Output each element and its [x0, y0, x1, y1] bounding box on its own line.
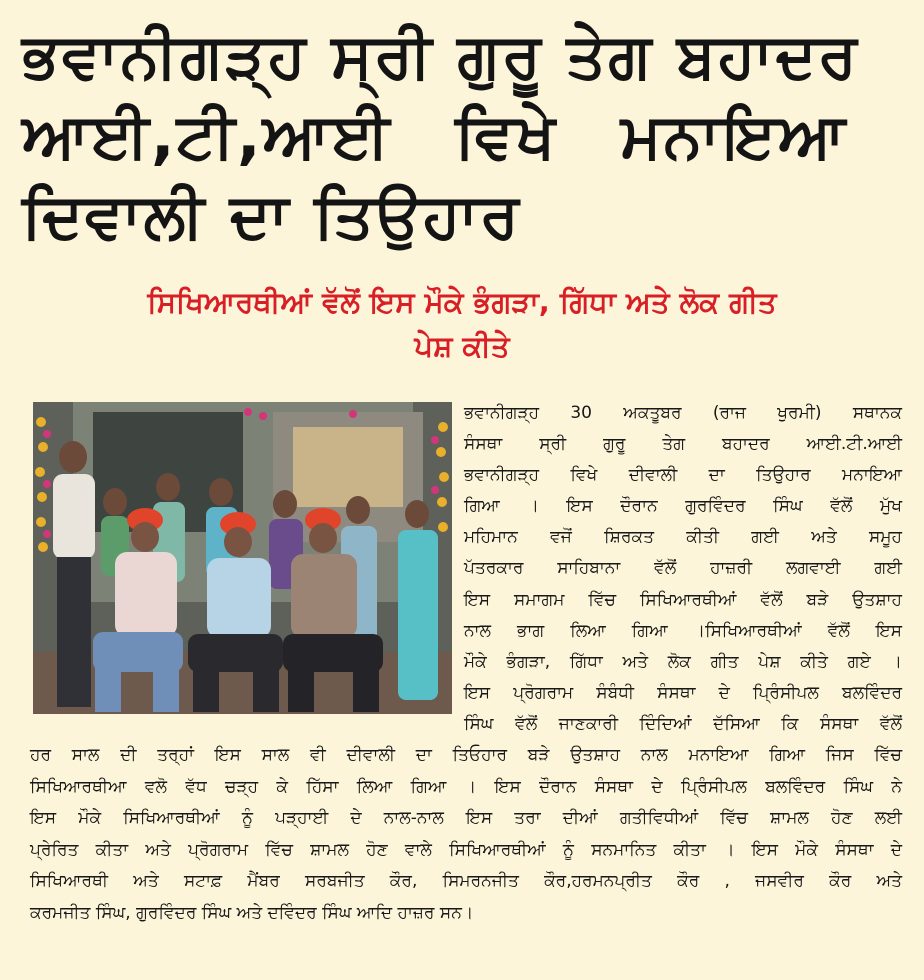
body-line: ਮੌਕੇ ਭੰਗੜਾ, ਗਿੱਧਾ ਅਤੇ ਲੋਕ ਗੀਤ ਪੇਸ਼ ਕੀਤੇ ਗਏ । — [464, 651, 902, 672]
body-line: ਇਸ ਸਮਾਗਮ ਵਿੱਚ ਸਿਖਿਆਰਥੀਆਂ ਵੱਲੋਂ ਬੜੇ ਉਤਸ਼ਾਹ — [464, 589, 902, 610]
body-line: ਹਰ ਸਾਲ ਦੀ ਤਰ੍ਹਾਂ ਇਸ ਸਾਲ ਵੀ ਦੀਵਾਲੀ ਦਾ ਤਿਓਹਾਰ ਬੜੇ ਉਤਸ਼ਾਹ ਨਾਲ ਮਨਾਇਆ ਗਿਆ ਜਿਸ ਵਿੱਚ — [30, 745, 902, 765]
body-line: ਭਵਾਨੀਗੜ੍ਹ ਵਿਖੇ ਦੀਵਾਲੀ ਦਾ ਤਿਉਹਾਰ ਮਨਾਇਆ — [464, 465, 902, 486]
event-group-photo — [33, 402, 452, 714]
subheadline-line: ਸਿਖਿਆਰਥੀਆਂ ਵੱਲੋਂ ਇਸ ਮੌਕੇ ਭੰਗੜਾ, ਗਿੱਧਾ ਅਤੇ ਲੋਕ ਗੀਤ — [147, 285, 777, 319]
body-line: ਭਵਾਨੀਗੜ੍ਹ 30 ਅਕਤੂਬਰ (ਰਾਜ ਖੁਰਮੀ) ਸਥਾਨਕ — [464, 403, 902, 423]
body-line: ਗਿਆ । ਇਸ ਦੌਰਾਨ ਗੁਰਵਿੰਦਰ ਸਿੰਘ ਵੱਲੋਂ ਮੁੱਖ — [464, 496, 902, 517]
headline-line: ਆਈ,ਟੀ,ਆਈ ਵਿਖੇ ਮਨਾਇਆ — [22, 99, 848, 172]
body-line: ਸੰਸਥਾ ਸ੍ਰੀ ਗੁਰੂ ਤੇਗ ਬਹਾਦਰ ਆਈ.ਟੀ.ਆਈ — [464, 434, 902, 455]
body-line: ਸਿਖਿਆਰਥੀਆ ਵਲੋ ਵੱਧ ਚੜ੍ਹ ਕੇ ਹਿੱਸਾ ਲਿਆ ਗਿਆ । ਇਸ ਦੌਰਾਨ ਸੰਸਥਾ ਦੇ ਪ੍ਰਿੰਸੀਪਲ ਬਲਵਿੰਦਰ ਸਿੰਘ ਨੇ — [30, 776, 902, 797]
body-line: ਸਿੰਘ ਵੱਲੋਂ ਜਾਣਕਾਰੀ ਦਿੰਦਿਆਂ ਦੱਸਿਆ ਕਿ ਸੰਸਥਾ ਵੱਲੋਂ — [464, 713, 902, 734]
body-line: ਪੱਤਰਕਾਰ ਸਾਹਿਬਾਨਾ ਵੱਲੋਂ ਹਾਜ਼ਰੀ ਲਗਵਾਈ ਗਈ — [464, 558, 902, 579]
body-line: ਪ੍ਰੇਰਿਤ ਕੀਤਾ ਅਤੇ ਪ੍ਰੋਗਰਾਮ ਵਿੱਚ ਸ਼ਾਮਲ ਹੋਣ ਵਾਲੇ ਸਿਖਿਆਰਥੀਆਂ ਨੂੰ ਸਨਮਾਨਿਤ ਕੀਤਾ । ਇਸ ਮੌਕੇ ਸੰਸਥਾ ਦੇ — [30, 839, 902, 860]
body-line: ਇਸ ਪ੍ਰੋਗਰਾਮ ਸੰਬੰਧੀ ਸੰਸਥਾ ਦੇ ਪ੍ਰਿੰਸੀਪਲ ਬਲਵਿੰਦਰ — [464, 682, 902, 703]
article-subheadline — [20, 280, 904, 368]
headline-line: ਭਵਾਨੀਗੜ੍ਹ ਸ੍ਰੀ ਗੁਰੂ ਤੇਗ ਬਹਾਦਰ — [22, 19, 859, 92]
article-body-full-width — [30, 740, 902, 929]
body-line: ਸਿਖਿਆਰਥੀ ਅਤੇ ਸਟਾਫ਼ ਮੈਂਬਰ ਸਰਬਜੀਤ ਕੌਰ, ਸਿਮਰਨਜੀਤ ਕੌਰ,ਹਰਮਨਪ੍ਰੀਤ ਕੌਰ , ਜਸਵੀਰ ਕੌਰ ਅਤੇ — [30, 871, 902, 891]
body-line: ਕਰਮਜੀਤ ਸਿੰਘ, ਗੁਰਵਿੰਦਰ ਸਿੰਘ ਅਤੇ ਦਵਿੰਦਰ ਸਿੰਘ ਆਦਿ ਹਾਜ਼ਰ ਸਨ। — [30, 902, 474, 923]
body-line: ਮਹਿਮਾਨ ਵਜੋਂ ਸ਼ਿਰਕਤ ਕੀਤੀ ਗਈ ਅਤੇ ਸਮੂਹ — [464, 527, 902, 548]
article-headline — [22, 16, 902, 256]
body-line: ਇਸ ਮੌਕੇ ਸਿਖਿਆਰਥੀਆਂ ਨੂੰ ਪੜ੍ਹਾਈ ਦੇ ਨਾਲ-ਨਾਲ ਇਸ ਤਰਾ ਦੀਆਂ ਗਤੀਵਿਧੀਆਂ ਵਿੱਚ ਸ਼ਾਮਲ ਹੋਣ ਲਈ — [30, 808, 902, 828]
headline-line: ਦਿਵਾਲੀ ਦਾ ਤਿਉਹਾਰ — [22, 179, 521, 252]
body-line: ਨਾਲ ਭਾਗ ਲਿਆ ਗਿਆ ।ਸਿਖਿਆਰਥੀਆਂ ਵੱਲੋਂ ਇਸ — [464, 620, 902, 641]
article-body-column — [464, 398, 902, 740]
subheadline-line: ਪੇਸ਼ ਕੀਤੇ — [414, 329, 510, 363]
